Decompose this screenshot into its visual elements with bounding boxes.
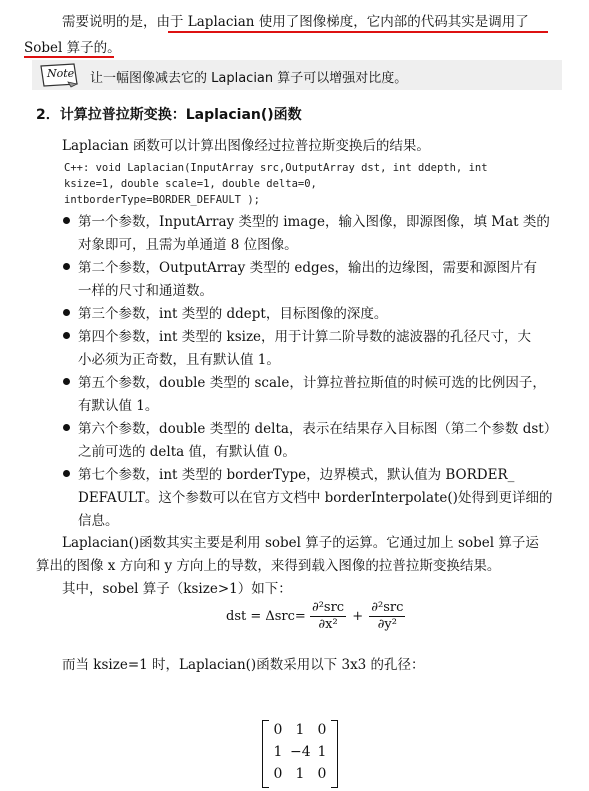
matrix-cell: 0 (273, 722, 283, 738)
top-paragraph-line1 (62, 10, 529, 30)
paragraph2-line1: Laplacian()函数其实主要是利用 sobel 算子的运算。它通过加上 sobel 算子运 (62, 535, 539, 551)
matrix-cell: 1 (273, 744, 283, 760)
section-intro: Laplacian 函数可以计算出图像经过拉普拉斯变换后的结果。 (62, 138, 430, 154)
laplacian-formula (226, 600, 405, 633)
top-paragraph-underlined-2: Sobel 算子的。 (24, 40, 121, 56)
ksize1-text: 而当 ksize=1 时，Laplacian()函数采用以下 3x3 的孔径： (62, 657, 425, 673)
bullet-1-line-1: 第一个参数，InputArray 类型的 image，输入图像，即源图像，填 Mat 类的 (78, 214, 550, 230)
formula-den-x: ∂x² (318, 617, 338, 632)
bullet-dot-6 (63, 424, 70, 431)
code-line-3: intborderType=BORDER_DEFAULT ); (64, 194, 260, 206)
formula-fraction-y (369, 600, 405, 633)
formula-lhs: dst = Δsrc= (226, 609, 306, 624)
matrix-cell: 1 (317, 744, 327, 760)
matrix-cell: 0 (273, 766, 283, 782)
bullet-5-line-1: 第五个参数，double 类型的 scale，计算拉普拉斯值的时候可选的比例因子， (78, 375, 546, 391)
top-paragraph-underlined-1: 由于 Laplacian 使用了图像梯度，它内部的代码其实是调用了 (156, 14, 529, 30)
bullet-7-line-3: 信息。 (78, 513, 119, 529)
formula-plus: + (352, 609, 364, 624)
bullet-dot-1 (63, 217, 70, 224)
bullet-6-line-1: 第六个参数，double 类型的 delta，表示在结果存入目标图（第二个参数 dst） (78, 421, 558, 437)
bullet-dot-4 (63, 332, 70, 339)
bullet-7-line-2: DEFAULT。这个参数可以在官方文档中 borderInterpolate()处得到更详细的 (78, 490, 553, 506)
sobel-intro: 其中，sobel 算子（ksize>1）如下： (62, 581, 292, 597)
bullet-dot-5 (63, 378, 70, 385)
formula-num-y: ∂²src (371, 600, 404, 615)
top-paragraph-plain: 需要说明的是， (62, 14, 157, 30)
formula-fraction-x (310, 600, 346, 633)
matrix-right-bracket (331, 720, 338, 788)
bullet-6-line-2: 之前可选的 delta 值，有默认值 0。 (78, 444, 296, 460)
matrix-cell: 1 (295, 766, 305, 782)
bullet-dot-3 (63, 309, 70, 316)
red-underline-2 (24, 56, 114, 58)
note-text: 让一幅图像减去它的 Laplacian 算子可以增强对比度。 (90, 71, 408, 86)
bullet-4-line-2: 小必须为正奇数，且有默认值 1。 (78, 352, 280, 368)
bullet-2-line-2: 一样的尺寸和通道数。 (78, 283, 213, 299)
matrix-cell: 0 (317, 722, 327, 738)
matrix-cell: −4 (290, 744, 311, 760)
matrix-cell: 0 (317, 766, 327, 782)
code-line-2: ksize=1, double scale=1, double delta=0, (64, 178, 317, 190)
paragraph2-line2: 算出的图像 x 方向和 y 方向上的导数，来得到载入图像的拉普拉斯变换结果。 (36, 558, 501, 574)
bullet-2-line-1: 第二个参数，OutputArray 类型的 edges，输出的边缘图，需要和源图片有 (78, 260, 538, 276)
formula-den-y: ∂y² (377, 617, 397, 632)
bullet-dot-2 (63, 263, 70, 270)
bullet-5-line-2: 有默认值 1。 (78, 398, 159, 414)
top-paragraph-line2 (24, 36, 121, 56)
bullet-4-line-1: 第四个参数，int 类型的 ksize，用于计算二阶导数的滤波器的孔径尺寸，大 (78, 329, 532, 345)
laplacian-kernel-matrix (262, 720, 338, 786)
bullet-dot-7 (63, 470, 70, 477)
code-line-1: C++: void Laplacian(InputArray src,OutputArray dst, int ddepth, int (64, 162, 488, 174)
formula-num-x: ∂²src (311, 600, 345, 615)
bullet-7-line-1: 第七个参数，int 类型的 borderType，边界模式，默认值为 BORDER_ (78, 467, 515, 483)
red-underline-1 (168, 31, 548, 33)
section-title: 2．计算拉普拉斯变换：Laplacian()函数 (36, 107, 302, 123)
note-icon-label: Note (47, 67, 75, 80)
bullet-1-line-2: 对象即可，且需为单通道 8 位图像。 (78, 237, 298, 253)
bullet-3-line-1: 第三个参数，int 类型的 ddept，目标图像的深度。 (78, 306, 388, 322)
matrix-cell: 1 (295, 722, 305, 738)
